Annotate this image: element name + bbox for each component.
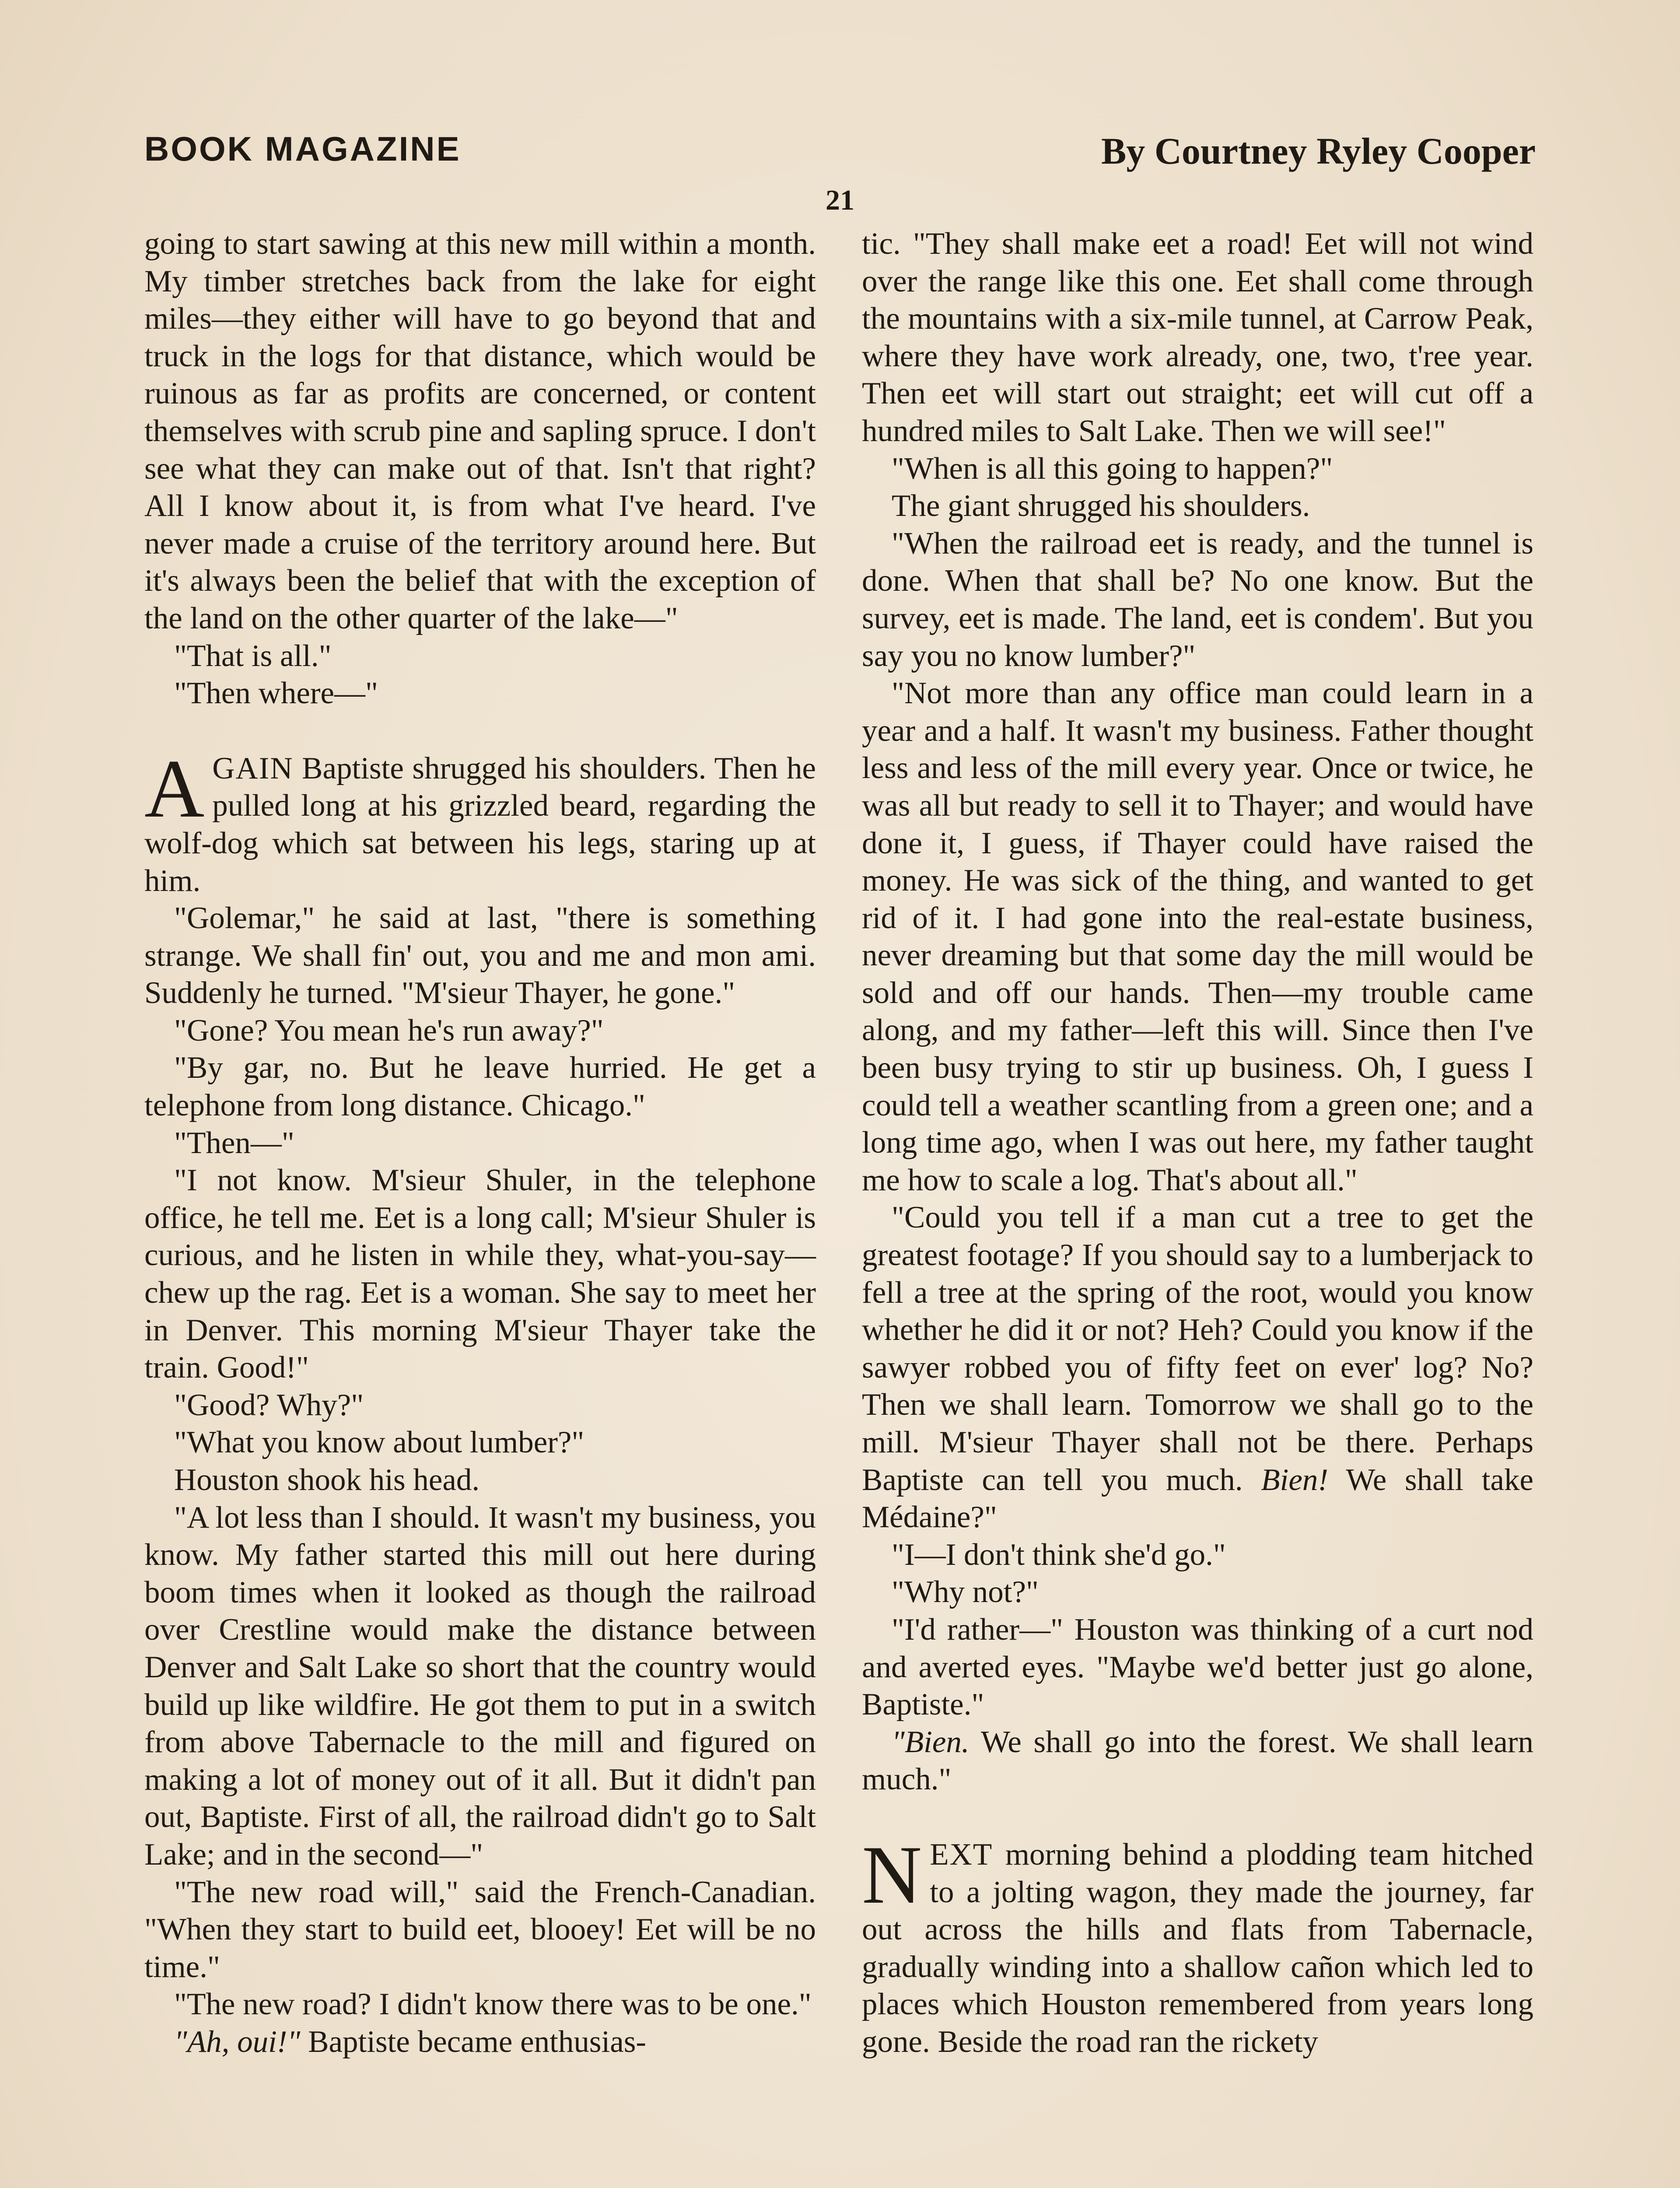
paragraph-text: Baptiste shrugged his shoulders. Then he pulled long at his grizzled beard, regarding the wolf-dog which sat between his legs, staring up at him. [144, 751, 816, 898]
page-number: 21 [826, 184, 854, 216]
paragraph: "A lot less than I should. It wasn't my business, you know. My father started this mill out here during boom times when it looked as though the railroad over Crestline would make the distance between Denver and Salt Lake so short that the country would build up like wildfire. He got them to put in a switch from above Tabernacle to the mill and figured on making a lot of money out of it all. But it didn't pan out, Baptiste. First of all, the railroad didn't go to Salt Lake; and in the second—" [144, 1500, 816, 1872]
paragraph: "The new road will," said the French-Canadian. "When they start to build eet, blooey! Eet will be no time." [144, 1875, 816, 1984]
paragraph: "What you know about lumber?" [174, 1425, 584, 1460]
right-column [862, 225, 1533, 2061]
paragraph: "That is all." [174, 638, 332, 673]
paragraph: "When is all this going to happen?" [892, 451, 1333, 486]
italic-phrase: "Ah, oui!" [174, 2024, 301, 2059]
paragraph [862, 1199, 1533, 1536]
paragraph: "By gar, no. But he leave hurried. He get a telephone from long distance. Chicago." [144, 1051, 816, 1123]
italic-phrase: Bien! [1261, 1462, 1329, 1497]
magazine-title: BOOK MAGAZINE [144, 130, 461, 168]
italic-phrase: "Bien. [892, 1725, 970, 1759]
paragraph: "When the railroad eet is ready, and the tunnel is done. When that shall be? No one know. But the survey, eet is made. The land, eet is condem'. But you say you no know lumber?" [862, 526, 1533, 673]
paragraph-text: We shall go into the forest. We shall learn much." [862, 1725, 1533, 1797]
paragraph-text: Baptiste became enthusias- [300, 2024, 646, 2059]
paragraph: "I'd rather—" Houston was thinking of a curt nod and averted eyes. "Maybe we'd better just go alone, Baptiste." [862, 1612, 1533, 1722]
paragraph: "Then—" [174, 1126, 294, 1160]
small-caps-word: EXT [930, 1837, 993, 1872]
paragraph: "I not know. M'sieur Shuler, in the telephone office, he tell me. Eet is a long call; M'sieur Shuler is curious, and he listen in while they, what-you-say—chew up the rag. Eet is a woman. She say to meet her in Denver. This morning M'sieur Thayer take the train. Good!" [144, 1163, 816, 1385]
paragraph [144, 2023, 816, 2061]
author-byline: By Courtney Ryley Cooper [1101, 130, 1536, 172]
small-caps-word: GAIN [212, 751, 294, 785]
paragraph: going to start sawing at this new mill within a month. My timber stretches back from the lake for eight miles—they either will have to go beyond that and truck in the logs for that distance, which would be ruinous as far as profits are concerned, or content themselves with scrub pine and sapling spruce. I don't see what they can make out of that. Isn't that right? All I know about it, is from what I've heard. I've never made a cruise of the territory around here. But it's always been the belief that with the exception of the land on the other quarter of the lake—" [144, 227, 816, 635]
page-header [144, 129, 1536, 182]
paragraph: tic. "They shall make eet a road! Eet will not wind over the range like this one. Eet shall come through the mountains with a six-mile tunnel, at Carrow Peak, where they have work already, one, two, t'ree year. Then eet will start out straight; eet will cut off a hundred miles to Salt Lake. Then we will see!" [862, 227, 1533, 448]
drop-cap: A [144, 743, 205, 835]
paragraph-text: We shall take Médaine?" [862, 1462, 1534, 1535]
paragraph: "Gone? You mean he's run away?" [174, 1013, 604, 1048]
section-opening-paragraph [862, 1829, 1533, 2061]
paragraph: "I—I don't think she'd go." [892, 1537, 1226, 1572]
paragraph: "Golemar," he said at last, "there is something strange. We shall fin' out, you and me and mon ami. Suddenly he turned. "M'sieur Thayer, he gone." [144, 901, 816, 1010]
paragraph: "Good? Why?" [174, 1388, 364, 1422]
paragraph [862, 1724, 1533, 1799]
left-column [144, 225, 816, 2061]
paragraph: "Why not?" [892, 1575, 1039, 1609]
paragraph: Houston shook his head. [174, 1463, 480, 1497]
paragraph: "Then where—" [174, 676, 378, 711]
drop-cap: N [862, 1829, 922, 1921]
paragraph: "The new road? I didn't know there was to be one." [174, 1987, 812, 2022]
paragraph-text: "Could you tell if a man cut a tree to get the greatest footage? If you should say to a lumberjack to fell a tree at the spring of the root, would you know whether he did it or not? Heh? Could you know if the sawyer robbed you of fifty feet on ever' log? No? Then we shall learn. Tomorrow we shall go to the mill. M'sieur Thayer shall not be there. Perhaps Baptiste can tell you much. [862, 1200, 1533, 1497]
paragraph: The giant shrugged his shoulders. [892, 489, 1310, 523]
section-opening-paragraph [144, 743, 816, 900]
paragraph: "Not more than any office man could learn in a year and a half. It wasn't my business. Father thought less and less of the mill every year. Once or twice, he was all but ready to sell it to Thayer; and would have done it, I guess, if Thayer could have raised the money. He was sick of the thing, and wanted to get rid of it. I had gone into the real-estate business, never dreaming but that some day the mill would be sold and off our hands. Then—my trouble came along, and my father—left this will. Since then I've been busy trying to stir up business. Oh, I guess I could tell a weather scantling from a green one; and a long time ago, when I was out here, my father taught me how to scale a log. That's about all." [862, 676, 1533, 1197]
paragraph-text: morning behind a plodding team hitched to a jolting wagon, they made the journey, far out across the hills and flats from Tabernacle, gradually winding into a shallow cañon which led to places which Houston remembered from years long gone. Beside the road ran the rickety [862, 1837, 1533, 2059]
